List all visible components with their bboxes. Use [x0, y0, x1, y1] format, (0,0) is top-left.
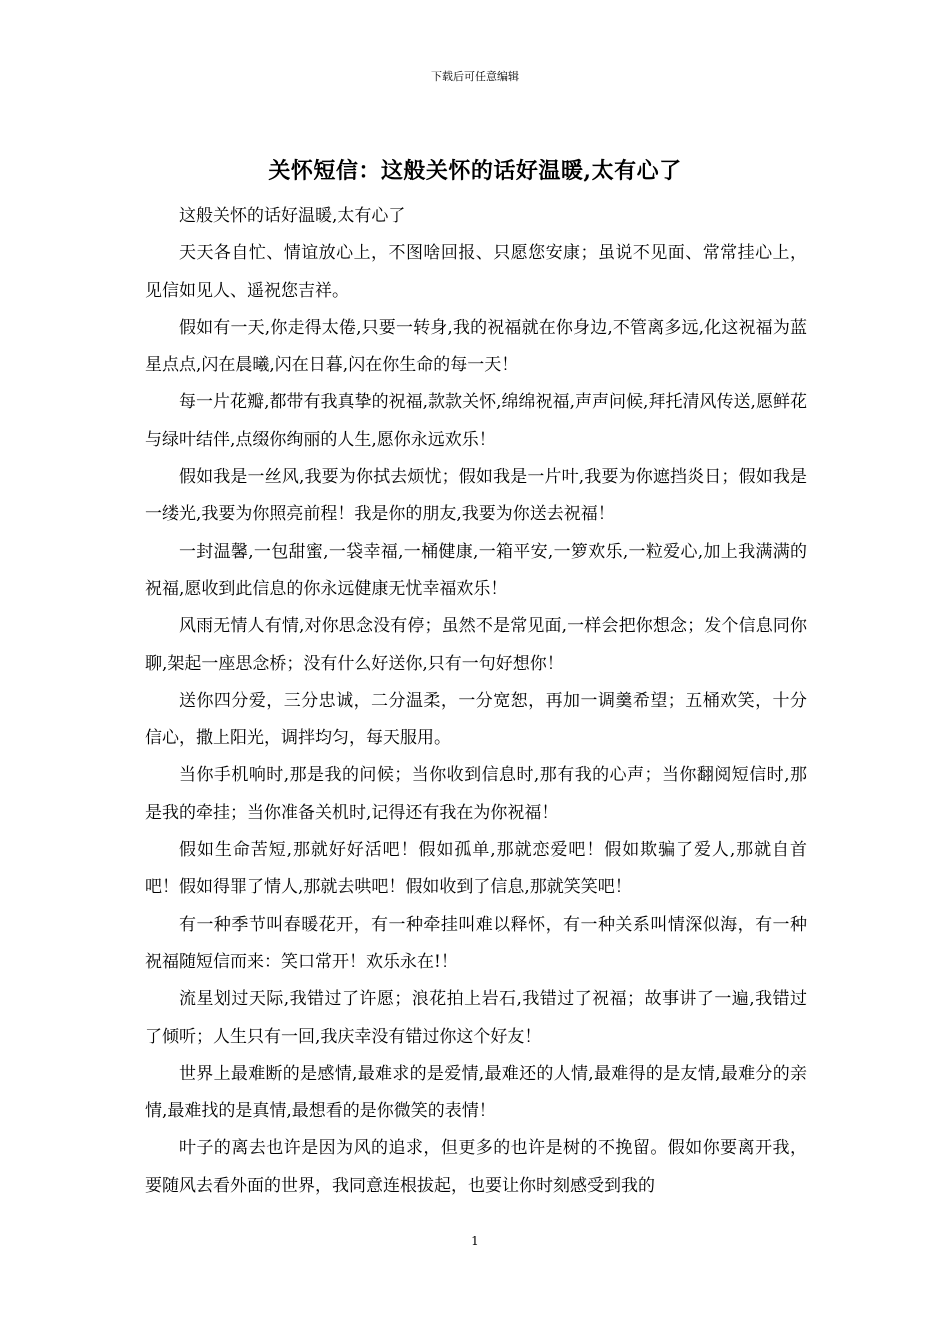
header-note: 下载后可任意编辑	[431, 70, 519, 83]
paragraph: 一封温馨,一包甜蜜,一袋幸福,一桶健康,一箱平安,一箩欢乐,一粒爱心,加上我满满的祝福,愿收到此信息的你永远健康无忧幸福欢乐！	[145, 541, 807, 599]
paragraph: 假如我是一丝风,我要为你拭去烦忧；假如我是一片叶,我要为你遮挡炎日；假如我是一缕光,我要为你照亮前程！我是你的朋友,我要为你送去祝福！	[145, 467, 807, 525]
document-body	[145, 198, 807, 1205]
paragraph: 每一片花瓣,都带有我真挚的祝福,款款关怀,绵绵祝福,声声问候,拜托清风传送,愿鲜花与绿叶结伴,点缀你绚丽的人生,愿你永远欢乐！	[145, 392, 807, 450]
paragraph: 送你四分爱，三分忠诚，二分温柔，一分宽恕，再加一调羹希望；五桶欢笑，十分信心，撒上阳光，调拌均匀，每天服用。	[145, 690, 807, 749]
paragraph: 流星划过天际,我错过了许愿；浪花拍上岩石,我错过了祝福；故事讲了一遍,我错过了倾听；人生只有一回,我庆幸没有错过你这个好友！	[145, 989, 807, 1047]
paragraph: 天天各自忙、情谊放心上，不图啥回报、只愿您安康；虽说不见面、常常挂心上，见信如见人、遥祝您吉祥。	[145, 243, 807, 301]
paragraph: 假如生命苦短,那就好好活吧！假如孤单,那就恋爱吧！假如欺骗了爱人,那就自首吧！假如得罪了情人,那就去哄吧！假如收到了信息,那就笑笑吧！	[145, 840, 807, 898]
document-title: 关怀短信：这般关怀的话好温暖,太有心了	[268, 158, 682, 184]
paragraph: 有一种季节叫春暖花开，有一种牵挂叫难以释怀，有一种关系叫情深似海，有一种祝福随短信而来：笑口常开！欢乐永在!！	[145, 914, 807, 972]
paragraph: 世界上最难断的是感情,最难求的是爱情,最难还的人情,最难得的是友情,最难分的亲情,最难找的是真情,最想看的是你微笑的表情！	[145, 1063, 807, 1122]
paragraph: 当你手机响时,那是我的问候；当你收到信息时,那有我的心声；当你翻阅短信时,那是我的牵挂；当你准备关机时,记得还有我在为你祝福！	[145, 765, 807, 823]
paragraph: 风雨无情人有情,对你思念没有停；虽然不是常见面,一样会把你想念；发个信息同你聊,架起一座思念桥；没有什么好送你,只有一句好想你！	[145, 616, 807, 674]
page-number: 1	[471, 1234, 479, 1248]
paragraph: 这般关怀的话好温暖,太有心了	[179, 206, 406, 226]
paragraph: 假如有一天,你走得太倦,只要一转身,我的祝福就在你身边,不管离多远,化这祝福为蓝星点点,闪在晨曦,闪在日暮,闪在你生命的每一天！	[145, 317, 807, 376]
paragraph: 叶子的离去也许是因为风的追求，但更多的也许是树的不挽留。假如你要离开我，要随风去看外面的世界，我同意连根拔起，也要让你时刻感受到我的	[145, 1138, 807, 1196]
